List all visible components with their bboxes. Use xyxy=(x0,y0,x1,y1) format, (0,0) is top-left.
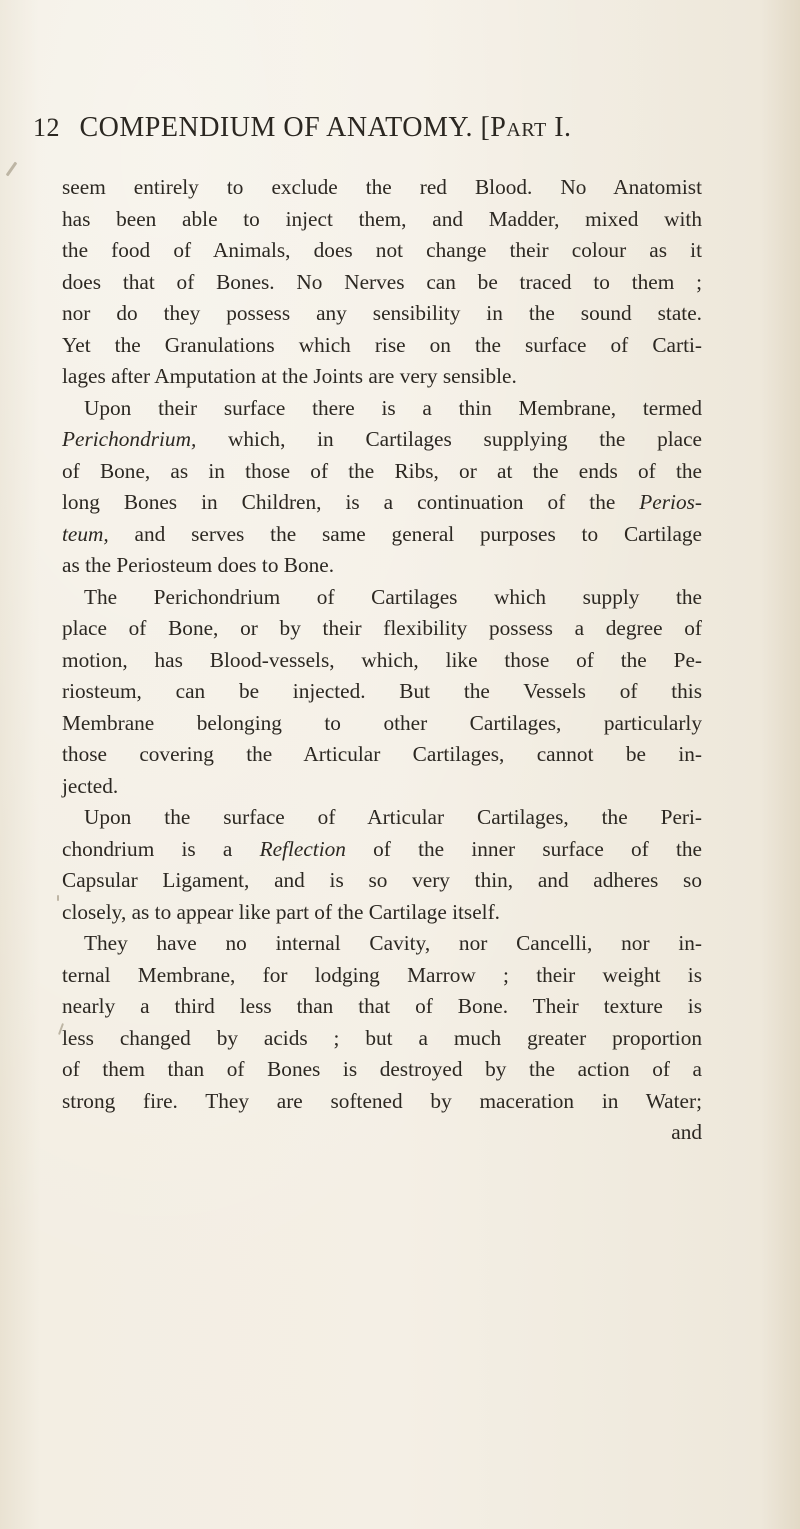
line-text: chondrium is a xyxy=(62,836,260,861)
line-text: nearly a third less than that of Bone. Their texture is xyxy=(62,994,702,1018)
line-text: Membrane belonging to other Cartilages, particularly xyxy=(62,710,702,735)
text-line xyxy=(62,676,702,708)
margin-speck xyxy=(6,162,18,177)
text-line xyxy=(62,897,702,929)
line-text: of the inner surface of the xyxy=(345,836,703,861)
text-line xyxy=(62,613,702,645)
line-text: Yet the Granulations which rise on the surface of Carti- xyxy=(62,332,702,357)
line-text: of them than of Bones is destroyed by the action of a xyxy=(62,1057,702,1081)
line-text: jected. xyxy=(62,773,119,798)
text-line xyxy=(62,708,702,740)
text-line xyxy=(62,582,702,614)
line-text: and xyxy=(671,1120,702,1144)
line-text: seem entirely to exclude the red Blood. No Anatomist xyxy=(62,175,702,199)
text-line xyxy=(62,928,702,960)
line-text: riosteum, can be injected. But the Vessels of this xyxy=(62,679,702,703)
line-text: and serves the same general purposes to Cartilage xyxy=(108,521,702,546)
body-text xyxy=(62,172,702,1149)
line-text: Upon the surface of Articular Cartilages, the Peri- xyxy=(84,805,702,829)
line-text: does that of Bones. No Nerves can be traced to them ; xyxy=(62,269,702,294)
text-line xyxy=(62,267,702,299)
line-text: has been able to inject them, and Madder, mixed with xyxy=(62,206,702,231)
line-text: ternal Membrane, for lodging Marrow ; their weight is xyxy=(62,962,702,987)
line-text: the food of Animals, does not change their colour as it xyxy=(62,238,702,262)
line-text: motion, has Blood-vessels, which, like those of the Pe- xyxy=(62,647,702,672)
line-text: nor do they possess any sensibility in the sound state. xyxy=(62,301,702,325)
text-line xyxy=(62,298,702,330)
line-text: lages after Amputation at the Joints are very sensible. xyxy=(62,364,517,388)
text-line xyxy=(62,393,702,425)
text-line xyxy=(62,1054,702,1086)
text-line xyxy=(62,991,702,1023)
catchword xyxy=(62,1117,702,1149)
italic-term: Perichondrium, xyxy=(62,427,197,451)
text-line xyxy=(62,1086,702,1118)
text-line xyxy=(62,172,702,204)
italic-term: Reflection xyxy=(259,836,346,861)
text-line xyxy=(62,361,702,393)
line-text: as the Periosteum does to Bone. xyxy=(62,553,335,577)
text-line xyxy=(62,645,702,677)
text-line xyxy=(62,487,702,519)
line-text: Capsular Ligament, and is so very thin, and adheres so xyxy=(62,868,702,892)
line-text: They have no internal Cavity, nor Cancelli, nor in- xyxy=(84,931,702,955)
line-text: place of Bone, or by their flexibility possess a degree of xyxy=(62,616,702,640)
running-title: COMPENDIUM OF ANATOMY. xyxy=(79,112,473,143)
text-line xyxy=(62,802,702,834)
text-line xyxy=(62,235,702,267)
line-text: those covering the Articular Cartilages, cannot be in- xyxy=(62,742,702,766)
line-text: closely, as to appear like part of the Cartilage itself. xyxy=(62,899,501,924)
text-line xyxy=(62,519,702,551)
page-number: 12 xyxy=(33,113,60,142)
text-line xyxy=(62,865,702,897)
italic-term: teum, xyxy=(62,521,109,546)
text-line xyxy=(62,771,702,803)
text-line xyxy=(62,424,702,456)
line-text: strong fire. They are softened by maceration in Water; xyxy=(62,1088,702,1113)
text-line xyxy=(62,204,702,236)
text-line xyxy=(62,456,702,488)
italic-term: Perios- xyxy=(639,490,702,514)
margin-speck xyxy=(57,895,59,901)
running-header xyxy=(33,112,773,166)
text-line xyxy=(62,330,702,362)
part-label: [PART I. xyxy=(480,112,572,143)
line-text: Upon their surface there is a thin Membrane, termed xyxy=(84,395,702,420)
text-line xyxy=(62,1023,702,1055)
line-text: which, in Cartilages supplying the place xyxy=(196,427,702,451)
line-text: The Perichondrium of Cartilages which supply the xyxy=(84,584,702,609)
line-text: of Bone, as in those of the Ribs, or at the ends of the xyxy=(62,458,702,483)
line-text: less changed by acids ; but a much greater proportion xyxy=(62,1025,702,1050)
text-line xyxy=(62,834,702,866)
text-line xyxy=(62,550,702,582)
text-line xyxy=(62,739,702,771)
text-line xyxy=(62,960,702,992)
line-text: long Bones in Children, is a continuation of the xyxy=(62,490,640,514)
